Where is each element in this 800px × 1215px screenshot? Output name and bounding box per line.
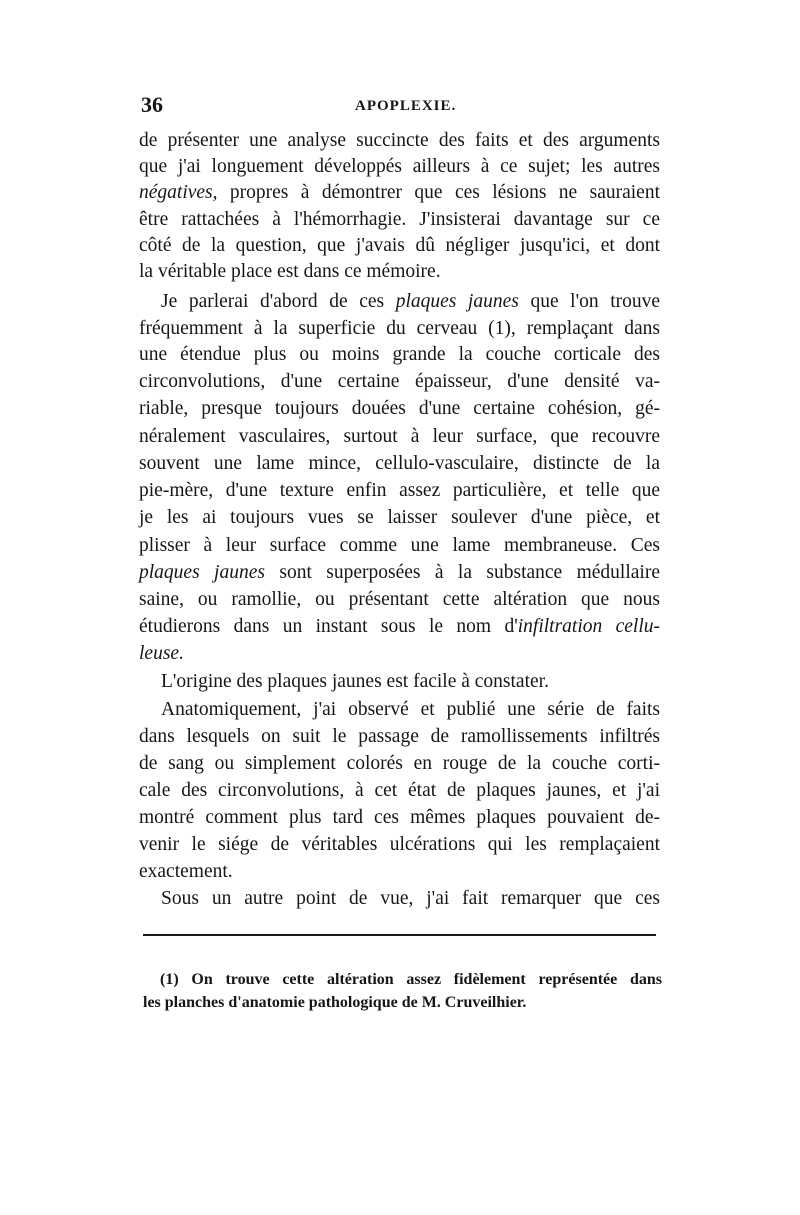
text-line: être rattachées à l'hémorrhagie. J'insisterai davantage sur ce <box>139 209 660 230</box>
page-header <box>141 92 661 122</box>
text-line: fréquemment à la superficie du cerveau (1), remplaçant dans <box>139 318 660 339</box>
text-line: que j'ai longuement développés ailleurs à ce sujet; les autres <box>139 156 660 177</box>
text-line: pie-mère, d'une texture enfin assez particulière, et telle que <box>139 480 660 501</box>
italic-term: infiltration cellu- <box>517 616 661 637</box>
text-line: plaques jaunes sont superposées à la substance médullaire <box>139 562 660 583</box>
text-line: une étendue plus ou moins grande la couche corticale des <box>139 344 660 365</box>
text-line: néralement vasculaires, surtout à leur surface, que recouvre <box>139 426 660 447</box>
text-line: saine, ou ramollie, ou présentant cette altération que nous <box>139 589 660 610</box>
text-line: Sous un autre point de vue, j'ai fait remarquer que ces <box>161 888 660 909</box>
text-line: venir le siége de véritables ulcérations qui les remplaçaient <box>139 834 660 855</box>
text-line: négatives, propres à démontrer que ces lésions ne sauraient <box>139 182 660 203</box>
italic-term: plaques jaunes <box>395 291 519 312</box>
text-line: étudierons dans un instant sous le nom d'infiltration cellu- <box>139 616 661 637</box>
footnote-line: les planches d'anatomie pathologique de M. Cruveilhier. <box>143 994 527 1011</box>
text-line <box>139 641 660 667</box>
text-line: plisser à leur surface comme une lame membraneuse. Ces <box>139 535 660 556</box>
text-line: côté de la question, que j'avais dû négliger jusqu'ici, et dont <box>139 235 660 256</box>
text-line: de présenter une analyse succincte des faits et des arguments <box>139 130 660 151</box>
text-line: montré comment plus tard ces mêmes plaques pouvaient de- <box>139 807 660 828</box>
text-line: riable, presque toujours douées d'une certaine cohésion, gé- <box>139 398 660 419</box>
footnote-divider <box>143 934 656 936</box>
text-line: Anatomiquement, j'ai observé et publié une série de faits <box>161 699 660 720</box>
text-line: circonvolutions, d'une certaine épaisseur, d'une densité va- <box>139 371 660 392</box>
footnote-line: (1) On trouve cette altération assez fidèlement représentée dans <box>160 971 662 988</box>
text-line: de sang ou simplement colorés en rouge de la couche corti- <box>139 753 660 774</box>
text-line: dans lesquels on suit le passage de ramollissements infiltrés <box>139 726 660 747</box>
italic-term: plaques jaunes <box>139 562 265 583</box>
italic-term: leuse. <box>139 643 184 664</box>
text-line: exactement. <box>139 861 233 882</box>
text-line: la véritable place est dans ce mémoire. <box>139 261 441 282</box>
running-title: APOPLEXIE. <box>355 98 457 114</box>
italic-term: négatives, <box>139 182 218 203</box>
text-line: souvent une lame mince, cellulo-vasculaire, distincte de la <box>139 453 660 474</box>
text-line: Je parlerai d'abord de ces plaques jaunes que l'on trouve <box>161 291 661 312</box>
page-number: 36 <box>141 92 163 117</box>
text-line: je les ai toujours vues se laisser soulever d'une pièce, et <box>139 507 660 528</box>
text-line: L'origine des plaques jaunes est facile à constater. <box>161 671 549 692</box>
text-line: cale des circonvolutions, à cet état de plaques jaunes, et j'ai <box>139 780 660 801</box>
